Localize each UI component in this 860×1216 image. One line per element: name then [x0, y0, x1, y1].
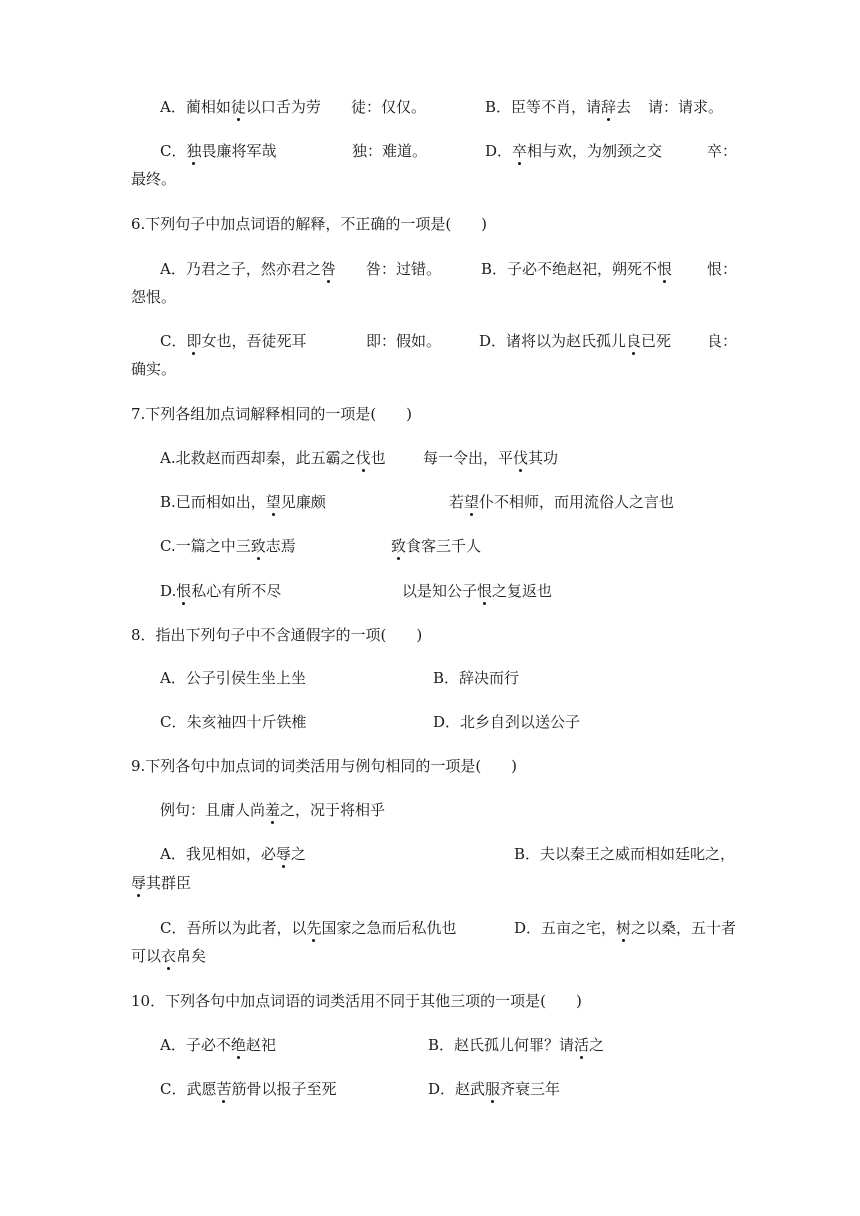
text-run: D.: [160, 582, 177, 600]
text-run: 齐衰三年: [500, 1080, 561, 1098]
text-run: 私心有所不尽: [191, 582, 282, 600]
text-line: [131, 290, 176, 305]
text-line: [433, 671, 519, 686]
text-run: 赵祀: [245, 1036, 276, 1054]
text-run: C．武愿: [160, 1080, 217, 1098]
text-line: [131, 949, 206, 964]
text-line: [160, 1038, 276, 1053]
text-run: 确实。: [131, 360, 177, 378]
text-line: [391, 539, 481, 554]
emphasized-word: 羞: [265, 801, 281, 819]
emphasized-word: 辞: [601, 98, 617, 116]
emphasized-word: 望: [265, 493, 281, 511]
text-run: B．子必不绝赵祀，朔死不: [481, 260, 658, 278]
text-run: A．我见相如，必: [160, 845, 276, 863]
text-run: C.一篇之中三: [160, 537, 251, 555]
emphasized-word: 咎: [320, 260, 336, 278]
text-run: 独：难道。: [352, 142, 428, 160]
text-run: 帛矣: [176, 947, 207, 965]
text-run: B.已而相如出，: [160, 493, 266, 511]
text-line: [131, 628, 422, 643]
text-line: [131, 407, 412, 422]
text-run: 畏廉将军哉: [201, 142, 277, 160]
emphasized-word: 服: [485, 1080, 501, 1098]
text-run: 其群臣: [146, 874, 192, 892]
emphasized-word: 伐: [355, 449, 371, 467]
text-line: [160, 334, 307, 349]
text-run: B．辞决而行: [433, 669, 520, 687]
emphasized-word: 伐: [513, 449, 529, 467]
text-run: 8．指出下列句子中不含通假字的一项( ): [131, 626, 423, 644]
text-run: C．吾所以为此者，以: [160, 919, 307, 937]
text-run: 相与欢，为刎颈之交: [527, 142, 663, 160]
text-line: [707, 262, 737, 277]
text-run: 之复返也: [492, 582, 553, 600]
text-run: 志焉: [265, 537, 296, 555]
text-run: B．夫以秦王之威而相如廷叱之，: [514, 845, 736, 863]
text-run: 女也，吾徒死耳: [201, 332, 307, 350]
text-run: 之以桑，五十者: [631, 919, 737, 937]
text-run: 咎：过错。: [366, 260, 442, 278]
text-line: [366, 334, 441, 349]
text-line: [160, 847, 306, 862]
text-run: 10．下列各句中加点词语的词类活用不同于其他三项的一项是( ): [131, 992, 582, 1010]
text-line: [160, 262, 336, 277]
text-run: D．五亩之宅，: [514, 919, 617, 937]
text-run: 若: [449, 493, 465, 511]
text-line: [160, 715, 306, 730]
text-line: [131, 217, 487, 232]
text-line: [160, 144, 277, 159]
text-run: 请：请求。: [648, 98, 724, 116]
text-line: [160, 1082, 337, 1097]
text-run: 国家之急而后私仇也: [321, 919, 457, 937]
emphasized-word: 望: [464, 493, 480, 511]
emphasized-word: 衣: [161, 947, 177, 965]
text-run: D．诸将以为赵氏孤儿: [479, 332, 627, 350]
text-run: 筋骨以报子至死: [231, 1080, 337, 1098]
text-run: 徒：仅仅。: [351, 98, 427, 116]
text-line: [160, 803, 385, 818]
text-run: 例句：且庸人尚: [160, 801, 266, 819]
text-line: [485, 144, 662, 159]
text-run: 食客三千人: [406, 537, 482, 555]
text-line: [707, 144, 737, 159]
text-run: C．朱亥袖四十斤铁椎: [160, 713, 307, 731]
emphasized-word: 徒: [230, 98, 246, 116]
emphasized-word: 活: [574, 1036, 590, 1054]
text-run: A．蔺相如: [160, 98, 231, 116]
emphasized-word: 树: [616, 919, 632, 937]
emphasized-word: 独: [186, 142, 202, 160]
text-run: 见廉颇: [280, 493, 326, 511]
text-run: D．赵武: [428, 1080, 486, 1098]
text-run: 仆不相师，而用流俗人之言也: [479, 493, 675, 511]
text-line: [160, 921, 457, 936]
emphasized-word: 恨: [657, 260, 673, 278]
text-line: [428, 1082, 560, 1097]
text-line: [160, 671, 306, 686]
text-run: A.北救赵而西却秦，此五霸之: [160, 449, 356, 467]
text-line: [449, 495, 674, 510]
text-run: 其功: [528, 449, 559, 467]
text-run: D．: [485, 142, 513, 160]
text-line: [131, 759, 517, 774]
text-line: [485, 100, 631, 115]
text-run: C．: [160, 332, 187, 350]
text-run: 每一令出，平: [423, 449, 514, 467]
text-line: [131, 362, 176, 377]
emphasized-word: 辱: [131, 874, 147, 892]
text-line: [423, 451, 558, 466]
text-run: 之，况于将相乎: [280, 801, 386, 819]
text-line: [707, 334, 737, 349]
text-run: C．: [160, 142, 187, 160]
text-run: 已死: [641, 332, 672, 350]
text-line: [366, 262, 441, 277]
text-run: 以是知公子: [402, 582, 478, 600]
text-line: [351, 100, 426, 115]
text-line: [160, 584, 281, 599]
text-run: B．臣等不肖，请: [485, 98, 602, 116]
text-line: [428, 1038, 604, 1053]
text-run: 最终。: [131, 170, 177, 188]
emphasized-word: 卒: [512, 142, 528, 160]
text-run: D．北乡自刭以送公子: [433, 713, 581, 731]
emphasized-word: 绝: [230, 1036, 246, 1054]
text-line: [481, 262, 672, 277]
text-line: [160, 495, 326, 510]
text-line: [479, 334, 671, 349]
emphasized-word: 恨: [176, 582, 192, 600]
emphasized-word: 致: [391, 537, 407, 555]
text-line: [433, 715, 580, 730]
emphasized-word: 恨: [477, 582, 493, 600]
emphasized-word: 先: [306, 919, 322, 937]
text-run: 之: [290, 845, 306, 863]
emphasized-word: 辱: [275, 845, 291, 863]
text-run: 恨：: [707, 260, 738, 278]
text-run: A．子必不: [160, 1036, 231, 1054]
text-line: [160, 539, 296, 554]
text-run: 以口舌为劳: [245, 98, 321, 116]
text-run: B．赵氏孤儿何罪？请: [428, 1036, 575, 1054]
text-line: [131, 172, 176, 187]
text-run: A．乃君之子，然亦君之: [160, 260, 321, 278]
text-run: 可以: [131, 947, 162, 965]
text-line: [160, 451, 386, 466]
text-run: A．公子引侯生坐上坐: [160, 669, 306, 687]
text-run: 9.下列各句中加点词的词类活用与例句相同的一项是( ): [131, 757, 518, 775]
text-run: 怨恨。: [131, 288, 177, 306]
text-run: 7.下列各组加点词解释相同的一项是( ): [131, 405, 413, 423]
text-run: 6.下列句子中加点词语的解释，不正确的一项是( ): [131, 215, 488, 233]
text-line: [648, 100, 723, 115]
text-line: [352, 144, 427, 159]
text-run: 良：: [707, 332, 738, 350]
text-line: [514, 847, 735, 862]
emphasized-word: 致: [250, 537, 266, 555]
text-run: 卒：: [707, 142, 738, 160]
emphasized-word: 良: [626, 332, 642, 350]
text-line: [131, 876, 191, 891]
text-line: [131, 994, 582, 1009]
emphasized-word: 即: [186, 332, 202, 350]
text-run: 之: [589, 1036, 605, 1054]
text-run: 也: [370, 449, 386, 467]
text-line: [160, 100, 321, 115]
text-line: [514, 921, 736, 936]
text-run: 去: [616, 98, 632, 116]
text-line: [402, 584, 552, 599]
emphasized-word: 苦: [216, 1080, 232, 1098]
text-run: 即：假如。: [366, 332, 442, 350]
